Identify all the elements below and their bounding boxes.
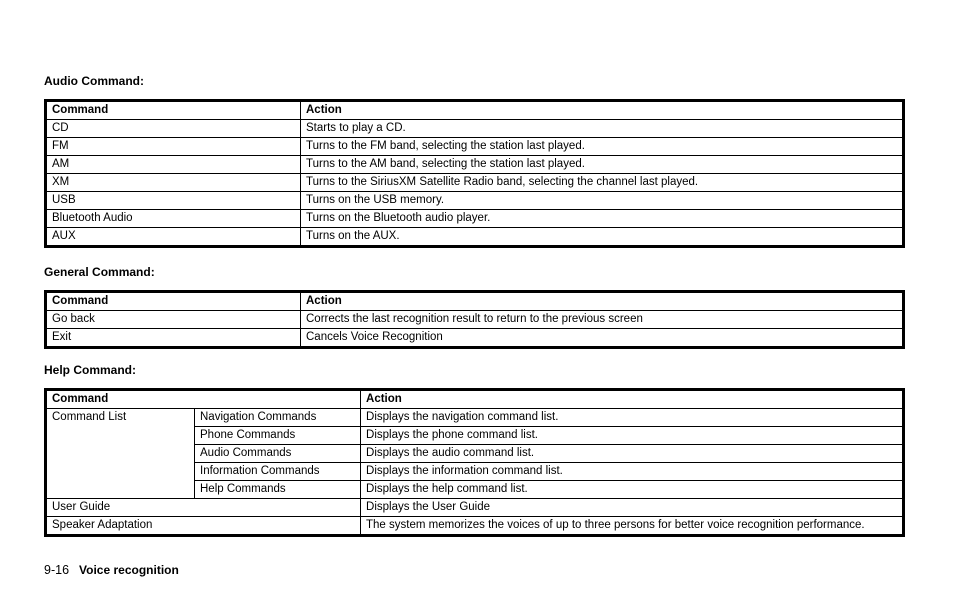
header-command: Command xyxy=(46,292,301,311)
action-cell: Turns to the AM band, selecting the station last played. xyxy=(301,156,904,174)
command-cell: AM xyxy=(46,156,301,174)
command-cell: Exit xyxy=(46,329,301,348)
page-footer xyxy=(44,563,179,577)
table-row xyxy=(46,192,904,210)
action-cell: Turns on the Bluetooth audio player. xyxy=(301,210,904,228)
action-cell: Starts to play a CD. xyxy=(301,120,904,138)
table-row xyxy=(46,174,904,192)
command-cell: AUX xyxy=(46,228,301,247)
table-row xyxy=(46,311,904,329)
command-group-cell: Command List xyxy=(46,409,195,499)
table-header-row xyxy=(46,292,904,311)
header-action: Action xyxy=(361,390,904,409)
command-cell: CD xyxy=(46,120,301,138)
table-row xyxy=(46,120,904,138)
table-row xyxy=(46,210,904,228)
subcommand-cell: Navigation Commands xyxy=(195,409,361,427)
command-cell: Bluetooth Audio xyxy=(46,210,301,228)
action-cell: Displays the navigation command list. xyxy=(361,409,904,427)
command-cell: USB xyxy=(46,192,301,210)
subcommand-cell: Information Commands xyxy=(195,463,361,481)
action-cell: Corrects the last recognition result to return to the previous screen xyxy=(301,311,904,329)
subcommand-cell: Audio Commands xyxy=(195,445,361,463)
help-command-heading: Help Command: xyxy=(44,363,137,377)
command-cell: FM xyxy=(46,138,301,156)
table-row xyxy=(46,138,904,156)
general-command-heading: General Command: xyxy=(44,265,155,279)
command-cell: Go back xyxy=(46,311,301,329)
command-cell: XM xyxy=(46,174,301,192)
action-cell: Displays the audio command list. xyxy=(361,445,904,463)
command-cell: User Guide xyxy=(46,499,361,517)
subcommand-cell: Help Commands xyxy=(195,481,361,499)
action-cell: Displays the User Guide xyxy=(361,499,904,517)
help-command-table xyxy=(44,388,905,537)
action-cell: Displays the information command list. xyxy=(361,463,904,481)
table-row xyxy=(46,517,904,536)
action-cell: Turns on the AUX. xyxy=(301,228,904,247)
table-row xyxy=(46,156,904,174)
command-cell: Speaker Adaptation xyxy=(46,517,361,536)
section-title: Voice recognition xyxy=(79,563,179,577)
action-cell: The system memorizes the voices of up to three persons for better voice recognition performance. xyxy=(361,517,904,536)
action-cell: Cancels Voice Recognition xyxy=(301,329,904,348)
action-cell: Turns to the SiriusXM Satellite Radio band, selecting the channel last played. xyxy=(301,174,904,192)
action-cell: Turns on the USB memory. xyxy=(301,192,904,210)
table-header-row xyxy=(46,390,904,409)
header-action: Action xyxy=(301,101,904,120)
page-number: 9-16 xyxy=(44,563,70,577)
audio-command-table xyxy=(44,99,905,248)
subcommand-cell: Phone Commands xyxy=(195,427,361,445)
table-header-row xyxy=(46,101,904,120)
general-command-table xyxy=(44,290,905,349)
audio-command-heading: Audio Command: xyxy=(44,74,144,88)
header-command: Command xyxy=(46,390,361,409)
action-cell: Displays the help command list. xyxy=(361,481,904,499)
table-row xyxy=(46,499,904,517)
action-cell: Turns to the FM band, selecting the station last played. xyxy=(301,138,904,156)
table-row xyxy=(46,329,904,348)
table-row xyxy=(46,409,904,427)
header-action: Action xyxy=(301,292,904,311)
header-command: Command xyxy=(46,101,301,120)
action-cell: Displays the phone command list. xyxy=(361,427,904,445)
table-row xyxy=(46,228,904,247)
